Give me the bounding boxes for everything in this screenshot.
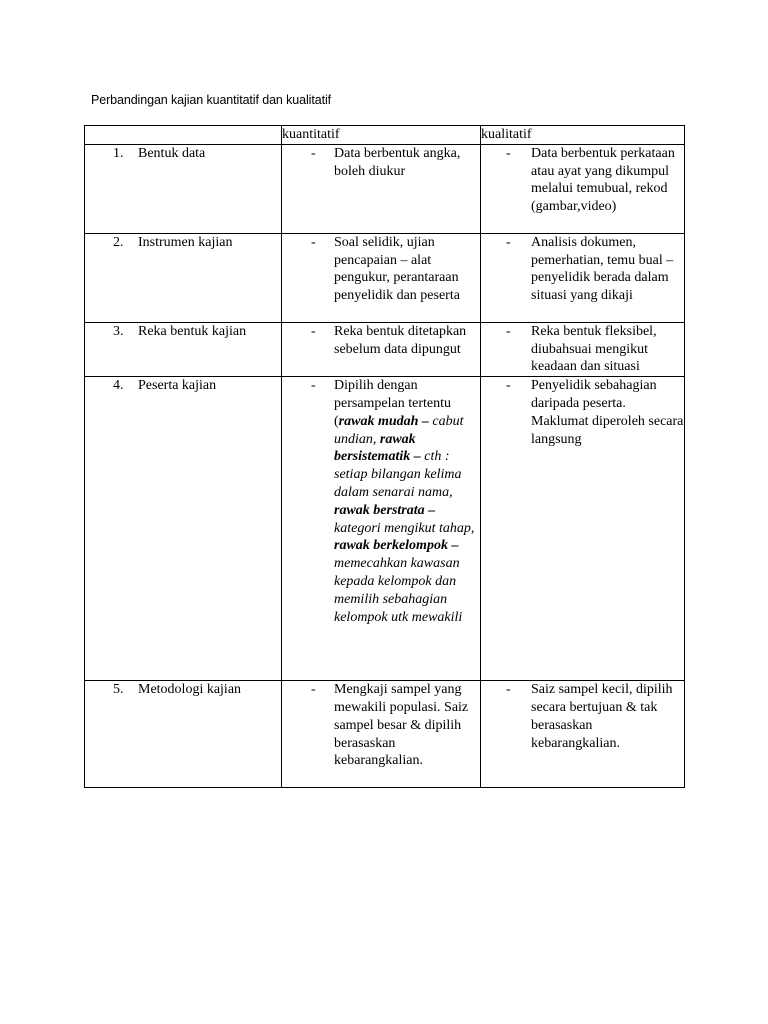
aspect-label: Peserta kajian	[138, 378, 217, 394]
qualitative-text: Penyelidik sebahagian daripada peserta. Maklumat diperoleh secara langsung	[531, 378, 684, 447]
quantitative-cell	[282, 144, 481, 233]
comparison-table	[84, 125, 685, 788]
bullet-dash: -	[311, 682, 316, 698]
quantitative-cell	[282, 233, 481, 322]
document-title: Perbandingan kajian kuantitatif dan kualitatif	[91, 93, 332, 107]
header-quantitative: kuantitatif	[282, 126, 481, 145]
table-row	[85, 681, 685, 788]
cluster-random-term: rawak berkelompok –	[334, 538, 459, 554]
quantitative-cell	[282, 377, 481, 681]
systematic-random-term: rawak bersistematik –	[334, 431, 421, 465]
row-number: 4.	[113, 378, 124, 394]
simple-random-desc: cabut undian,	[334, 413, 464, 447]
header-qualitative: kualitatif	[481, 126, 685, 145]
qualitative-text: Reka bentuk fleksibel, diubahsuai mengikut keadaan dan situasi	[531, 323, 657, 375]
quantitative-text: Reka bentuk ditetapkan sebelum data dipungut	[334, 323, 467, 357]
qualitative-cell	[481, 322, 685, 376]
aspect-label: Bentuk data	[138, 145, 206, 161]
stratified-random-term: rawak berstrata –	[334, 502, 436, 518]
quantitative-text: Data berbentuk angka, boleh diukur	[334, 145, 461, 179]
row-number: 5.	[113, 682, 124, 698]
qualitative-text: Saiz sampel kecil, dipilih secara bertujuan & tak berasaskan kebarangkalian.	[531, 682, 673, 751]
bullet-dash: -	[506, 145, 511, 161]
bullet-dash: -	[311, 323, 316, 339]
aspect-cell	[85, 681, 282, 788]
row-number: 2.	[113, 234, 124, 250]
aspect-cell	[85, 144, 282, 233]
qualitative-text: Analisis dokumen, pemerhatian, temu bual – penyelidik berada dalam situasi yang dikaji	[531, 234, 674, 304]
qualitative-cell	[481, 233, 685, 322]
table-row	[85, 377, 685, 681]
qualitative-text: Data berbentuk perkataan atau ayat yang dikumpul melalui temubual, rekod (gambar,video)	[531, 145, 675, 215]
table-row	[85, 233, 685, 322]
bullet-dash: -	[506, 234, 511, 250]
simple-random-term: rawak mudah –	[338, 413, 429, 429]
header-aspect	[85, 126, 282, 145]
table-row	[85, 144, 685, 233]
qualitative-cell	[481, 681, 685, 788]
table-row	[85, 322, 685, 376]
aspect-label: Metodologi kajian	[138, 682, 242, 698]
qualitative-cell	[481, 377, 685, 681]
aspect-cell	[85, 233, 282, 322]
aspect-label: Reka bentuk kajian	[138, 323, 247, 339]
stratified-random-desc: kategori mengikut tahap,	[334, 520, 475, 536]
quantitative-text: Soal selidik, ujian pencapaian – alat pengukur, perantaraan penyelidik dan peserta	[334, 234, 460, 304]
row-number: 1.	[113, 145, 124, 161]
systematic-random-desc: cth : setiap bilangan kelima dalam senarai nama,	[334, 449, 462, 500]
aspect-label: Instrumen kajian	[138, 234, 233, 250]
quantitative-cell	[282, 322, 481, 376]
bullet-dash: -	[311, 234, 316, 250]
row-number: 3.	[113, 323, 124, 339]
table-header-row	[85, 126, 685, 145]
cluster-random-desc: memecahkan kawasan kepada kelompok dan memilih sebahagian kelompok utk mewakili	[334, 556, 463, 625]
aspect-cell	[85, 377, 282, 681]
bullet-dash: -	[506, 682, 511, 698]
bullet-dash: -	[506, 323, 511, 339]
bullet-dash: -	[506, 378, 511, 394]
quantitative-text	[334, 377, 480, 626]
quantitative-cell	[282, 681, 481, 788]
bullet-dash: -	[311, 378, 316, 394]
bullet-dash: -	[311, 145, 316, 161]
sampling-intro-text: Dipilih dengan persampelan tertentu (	[334, 378, 452, 429]
qualitative-cell	[481, 144, 685, 233]
quantitative-text: Mengkaji sampel yang mewakili populasi. Saiz sampel besar & dipilih berasaskan kebarangkalian.	[334, 682, 469, 769]
aspect-cell	[85, 322, 282, 376]
